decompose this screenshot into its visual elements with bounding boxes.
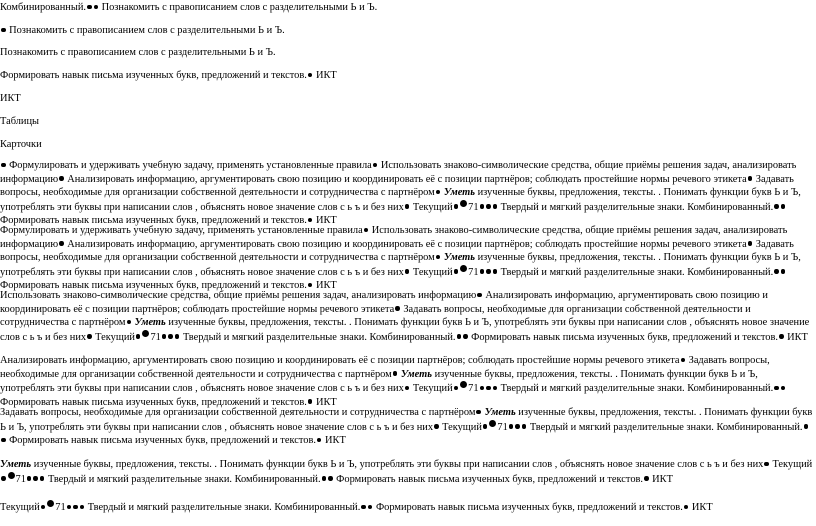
paragraph-text: ИКТ [313,215,337,226]
bullet-dot-icon [87,334,92,339]
paragraph [0,69,813,83]
bullet-dot-icon [67,505,72,510]
bullet-dot-icon [59,241,64,246]
paragraph-text: Твердый и мягкий разделительные знаки. Комбинированный. [85,502,361,513]
bullet-dot-icon [87,5,92,10]
bullet-dot-icon [480,269,485,274]
paragraph [0,406,813,448]
paragraph [0,159,813,228]
paragraph-text: Формировать навык письма изученных букв, предложений и текстов. [468,331,778,343]
bullet-dot-icon [493,204,498,209]
bullet-dot-icon [73,505,78,510]
large-bullet-dot-icon [460,381,467,388]
bullet-dot-icon [41,505,46,510]
paragraph-text: изученные буквы, предложения, тексты. . Понимать функции букв Ь и Ъ, употреблять эти буквы при написании слов , объяснять новое значение слов с ь ъ и без них [0,187,801,213]
bullet-dot-icon [480,204,485,209]
bullet-dot-icon [368,505,373,510]
bullet-dot-icon [322,476,327,481]
paragraph-text: Задавать вопросы, необходимые для организации собственной деятельности и сотрудничества с партнёром [0,173,794,198]
bullet-dot-icon [405,204,410,209]
paragraph-text: Задавать вопросы, необходимые для организации собственной деятельности и сотрудничества с партнёром [0,303,751,328]
bullet-dot-icon [463,334,468,339]
bullet-dot-icon [1,28,6,33]
paragraph-text: ИКТ [313,396,337,408]
bullet-dot-icon [804,424,809,429]
bullet-dot-icon [476,410,481,415]
paragraph [0,500,813,515]
large-bullet-dot-icon [142,330,149,337]
emphasis-text: Уметь [400,368,432,380]
bullet-dot-icon [781,269,786,274]
paragraph-text: изученные буквы, предложения, тексты. . Понимать функции букв Ь и Ъ, употреблять эти буквы при написании слов , объяснять новое значение слов с ь ъ и без них [0,317,810,343]
bullet-dot-icon [781,204,786,209]
bullet-dot-icon [80,505,85,510]
paragraph-text: Текущий [92,331,135,343]
bullet-dot-icon [308,399,313,404]
bullet-dot-icon [373,163,378,168]
large-bullet-dot-icon [460,200,467,207]
paragraph-text: Познакомить с правописанием слов с разделительными Ь и Ъ. [0,47,276,58]
paragraph-text: ИКТ [322,435,346,446]
paragraph-text: изученные буквы, предложения, тексты. . Понимать функции букв Ь и Ъ, употреблять эти буквы при написании слов , объяснять новое значение слов с ь ъ и без них [0,407,813,433]
bullet-dot-icon [393,371,398,376]
bullet-dot-icon [515,424,520,429]
large-bullet-dot-icon [8,472,15,479]
bullet-dot-icon [748,241,753,246]
paragraph-text: изученные буквы, предложения, тексты. . Понимать функции букв Ь и Ъ, употреблять эти буквы при написании слов , объяснять новое значение слов с ь ъ и без них [31,459,764,470]
bullet-dot-icon [774,204,779,209]
paragraph-text: ИКТ [649,473,673,485]
paragraph-text: Формировать навык письма изученных букв, предложений и текстов. [0,280,307,291]
bullet-dot-icon [483,424,488,429]
bullet-dot-icon [94,5,99,10]
bullet-dot-icon [434,424,439,429]
paragraph-text: Текущий [0,502,40,513]
paragraph [0,92,813,106]
paragraph [0,224,813,293]
emphasis-text: Уметь [134,317,166,328]
paragraph-text: Задавать вопросы, необходимые для организации собственной деятельности и сотрудничества с партнёром [0,355,770,380]
bullet-dot-icon [457,334,462,339]
paragraph-text: изученные буквы, предложения, тексты. . Понимать функции букв Ь и Ъ, употреблять эти буквы при написании слов , объяснять новое значение слов с ь ъ и без них [0,368,758,394]
paragraph-text: Анализировать информацию, аргументировать свою позицию и координировать её с позиции партнёров; соблюдать простейшие нормы речевого этикета [64,173,747,185]
bullet-dot-icon [33,476,38,481]
bullet-dot-icon [328,476,333,481]
bullet-dot-icon [748,176,753,181]
paragraph [0,1,813,15]
bullet-dot-icon [774,386,779,391]
bullet-dot-icon [644,476,649,481]
paragraph-text: Формировать навык письма изученных букв, предложений и текстов. [0,396,307,408]
paragraph-text: Задавать вопросы, необходимые для организации собственной деятельности и сотрудничества с партнёром [0,407,476,418]
bullet-dot-icon [477,293,482,298]
paragraph-text: Анализировать информацию, аргументировать свою позицию и координировать её с позиции партнёров; соблюдать простейшие нормы речевого этикета [0,355,680,366]
paragraph-text: Текущий [769,459,813,470]
paragraph [0,289,813,344]
paragraph-text: ИКТ [0,93,21,104]
paragraph-text: Познакомить с правописанием слов с разделительными Ь и Ъ. [99,2,378,13]
bullet-dot-icon [405,269,410,274]
bullet-dot-icon [493,386,498,391]
emphasis-text: Уметь [443,187,475,198]
paragraph-text: Использовать знаково-символические средства, общие приёмы решения задач, анализировать информацию [0,290,477,301]
bullet-dot-icon [454,204,459,209]
large-bullet-dot-icon [47,500,54,507]
bullet-dot-icon [1,476,6,481]
paragraph-text: Карточки [0,139,42,150]
paragraph-text: Познакомить с правописанием слов с разделительными Ь и Ъ. [6,25,285,36]
paragraph-text: 71 [15,473,26,485]
paragraph-text: Текущий [410,201,453,213]
bullet-dot-icon [317,438,322,443]
bullet-dot-icon [454,386,459,391]
paragraph [0,24,813,38]
large-bullet-dot-icon [460,265,467,272]
paragraph-text: Формировать навык письма изученных букв, предложений и текстов. [333,473,644,485]
paragraph [0,458,813,486]
paragraph-text: 71 [55,502,66,513]
paragraph-text: Комбинированный. [0,2,86,13]
paragraph [0,115,813,129]
large-bullet-dot-icon [489,420,496,427]
bullet-dot-icon [1,438,6,443]
paragraph-text: Твердый и мягкий разделительные знаки. Комбинированный. [498,266,774,278]
paragraph-text: Таблицы [0,116,40,127]
bullet-dot-icon [308,73,313,78]
paragraph-text: Формулировать и удерживать учебную задачу, применять установленные правила [0,225,363,236]
bullet-dot-icon [395,306,400,311]
paragraph-text: Использовать знаково-символические средства, общие приёмы решения задач, анализировать информацию [0,225,788,250]
bullet-dot-icon [779,334,784,339]
paragraph-text: Твердый и мягкий разделительные знаки. Комбинированный. [498,201,774,213]
paragraph [0,46,813,60]
paragraph-text: Текущий [439,421,482,433]
bullet-dot-icon [684,505,689,510]
bullet-dot-icon [308,218,313,223]
bullet-dot-icon [175,334,180,339]
bullet-dot-icon [364,228,369,233]
paragraph-text: 71 [468,383,479,394]
bullet-dot-icon [486,386,491,391]
paragraph [0,138,813,152]
paragraph-text: Формулировать и удерживать учебную задачу, применять установленные правила [6,160,372,171]
bullet-dot-icon [162,334,167,339]
bullet-dot-icon [781,386,786,391]
paragraph-text: ИКТ [313,70,337,81]
paragraph-text: Твердый и мягкий разделительные знаки. Комбинированный. [527,421,803,433]
bullet-dot-icon [454,269,459,274]
bullet-dot-icon [1,163,6,168]
paragraph-text: Текущий [410,383,453,394]
bullet-dot-icon [59,176,64,181]
paragraph-text: ИКТ [784,331,808,343]
paragraph-text: ИКТ [689,502,713,513]
paragraph-text: Формировать навык письма изученных букв, предложений и текстов. [6,435,316,446]
paragraph [0,354,813,409]
paragraph-text: Задавать вопросы, необходимые для организации собственной деятельности и сотрудничества с партнёром [0,238,794,263]
paragraph-text: Анализировать информацию, аргументировать свою позицию и координировать её с позиции партнёров; соблюдать простейшие нормы речевого этикета [64,238,747,250]
paragraph-text: Формировать навык письма изученных букв, предложений и текстов. [0,215,307,226]
paragraph-text: 71 [468,201,479,213]
paragraph-text: Анализировать информацию, аргументировать свою позицию и координировать её с позиции партнёров; соблюдать простейшие нормы речевого этикета [0,290,768,315]
bullet-dot-icon [436,190,441,195]
paragraph-text: Твердый и мягкий разделительные знаки. Комбинированный. [180,331,456,343]
bullet-dot-icon [486,269,491,274]
paragraph-text: ИКТ [313,280,337,291]
emphasis-text: Уметь [0,459,32,470]
paragraph-text: 71 [150,331,161,343]
bullet-dot-icon [486,204,491,209]
bullet-dot-icon [168,334,173,339]
bullet-dot-icon [308,283,313,288]
paragraph-text: 71 [468,266,479,278]
paragraph-text: изученные буквы, предложения, тексты. . Понимать функции букв Ь и Ъ, употреблять эти буквы при написании слов , объяснять новое значение слов с ь ъ и без них [0,252,801,278]
bullet-dot-icon [480,386,485,391]
bullet-dot-icon [136,334,141,339]
bullet-dot-icon [27,476,32,481]
bullet-dot-icon [522,424,527,429]
bullet-dot-icon [40,476,45,481]
paragraph-text: Использовать знаково-символические средства, общие приёмы решения задач, анализировать информацию [0,160,797,185]
bullet-dot-icon [681,358,686,363]
emphasis-text: Уметь [484,407,516,418]
bullet-dot-icon [436,255,441,260]
bullet-dot-icon [361,505,366,510]
emphasis-text: Уметь [443,252,475,263]
bullet-dot-icon [405,386,410,391]
paragraph-text: Твердый и мягкий разделительные знаки. Комбинированный. [45,473,321,485]
paragraph-text: Текущий [410,266,453,278]
bullet-dot-icon [509,424,514,429]
paragraph-text: 71 [497,421,508,433]
paragraph-text: Твердый и мягкий разделительные знаки. Комбинированный. [498,383,774,394]
bullet-dot-icon [764,462,769,467]
bullet-dot-icon [774,269,779,274]
paragraph-text: Формировать навык письма изученных букв, предложений и текстов. [0,70,307,81]
paragraph-text: Формировать навык письма изученных букв, предложений и текстов. [373,502,683,513]
bullet-dot-icon [493,269,498,274]
bullet-dot-icon [127,320,132,325]
